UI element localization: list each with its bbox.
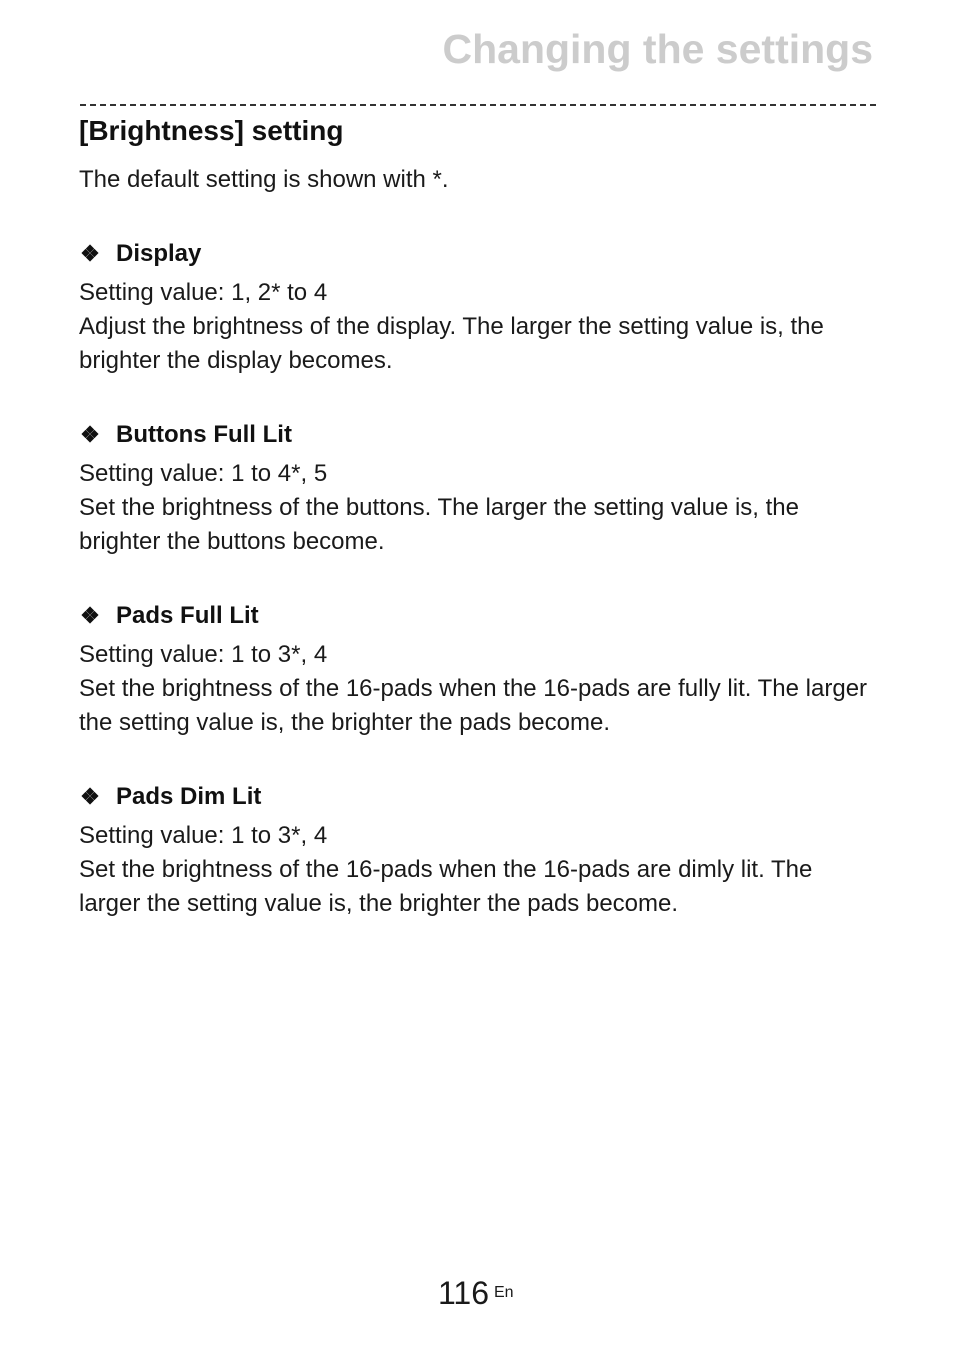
- setting-heading-label: Pads Full Lit: [116, 602, 259, 629]
- setting-description: Set the brightness of the 16-pads when the 16-pads are fully lit. The larger the setting value is, the brighter the pads become.: [79, 675, 868, 736]
- setting-heading-label: Buttons Full Lit: [116, 421, 292, 448]
- setting-heading: [79, 599, 879, 633]
- setting-value: Setting value: 1, 2* to 4: [79, 279, 328, 306]
- diamond-bullet-icon: ❖: [80, 241, 100, 266]
- setting-heading-label: Display: [116, 240, 202, 267]
- setting-item-buttons-full-lit: [79, 418, 879, 559]
- diamond-bullet-icon: ❖: [80, 422, 100, 447]
- page-language: En: [494, 1284, 514, 1301]
- page-header-title: Changing the settings: [442, 26, 873, 72]
- setting-heading: [79, 780, 879, 814]
- setting-heading: [79, 418, 879, 452]
- setting-heading-label: Pads Dim Lit: [116, 783, 262, 810]
- setting-description: Adjust the brightness of the display. The larger the setting value is, the brighter the display becomes.: [79, 313, 824, 374]
- diamond-bullet-icon: ❖: [80, 603, 100, 628]
- setting-item-display: [79, 237, 879, 378]
- dashed-divider: [80, 104, 876, 106]
- diamond-bullet-icon: ❖: [80, 784, 100, 809]
- setting-description: Set the brightness of the 16-pads when the 16-pads are dimly lit. The larger the setting value is, the brighter the pads become.: [79, 856, 813, 917]
- setting-description: Set the brightness of the buttons. The larger the setting value is, the brighter the buttons become.: [79, 494, 799, 555]
- setting-heading: [79, 237, 879, 271]
- setting-item-pads-full-lit: [79, 599, 879, 740]
- setting-value: Setting value: 1 to 3*, 4: [79, 822, 328, 849]
- setting-item-pads-dim-lit: [79, 780, 879, 921]
- setting-value: Setting value: 1 to 4*, 5: [79, 460, 328, 487]
- setting-value: Setting value: 1 to 3*, 4: [79, 641, 328, 668]
- section-intro: The default setting is shown with *.: [79, 166, 449, 193]
- main-content: [79, 113, 879, 921]
- page-number: 116: [438, 1275, 490, 1311]
- section-title: [Brightness] setting: [79, 115, 344, 146]
